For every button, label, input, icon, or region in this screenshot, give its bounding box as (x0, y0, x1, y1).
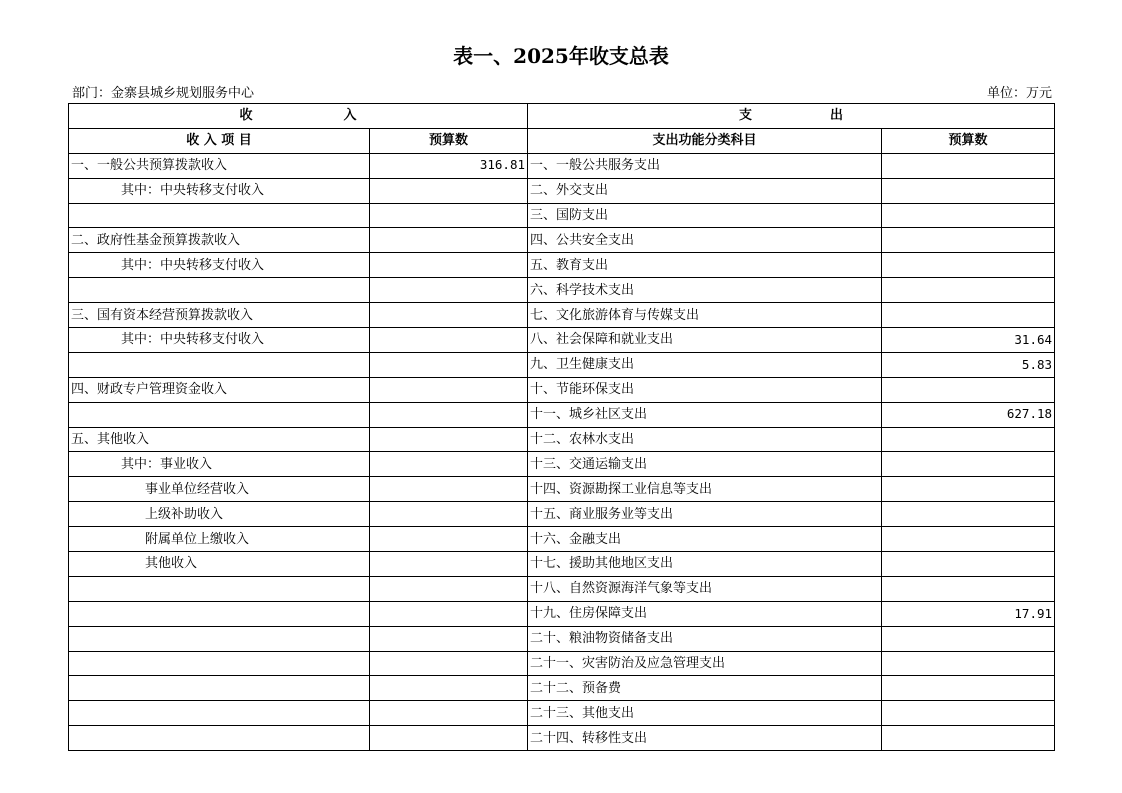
income-item-cell: 上级补助收入 (69, 502, 370, 527)
table-row (69, 402, 1055, 427)
table-row (69, 552, 1055, 577)
column-header-row (69, 128, 1055, 153)
income-item-cell (69, 676, 370, 701)
income-item-cell (69, 402, 370, 427)
expense-item-cell: 十五、商业服务业等支出 (528, 502, 882, 527)
expense-item-cell: 十八、自然资源海洋气象等支出 (528, 576, 882, 601)
income-item-cell: 二、政府性基金预算拨款收入 (69, 228, 370, 253)
income-value-cell (370, 303, 528, 328)
expense-value-cell (882, 377, 1055, 402)
table-row (69, 303, 1055, 328)
table-row (69, 228, 1055, 253)
expense-item-cell: 二十四、转移性支出 (528, 726, 882, 751)
income-value-cell: 316.81 (370, 153, 528, 178)
expense-item-cell: 十四、资源勘探工业信息等支出 (528, 477, 882, 502)
table-row (69, 203, 1055, 228)
expense-item-cell: 一、一般公共服务支出 (528, 153, 882, 178)
income-value-cell (370, 527, 528, 552)
budget-summary-table (68, 103, 1055, 751)
income-value-cell (370, 352, 528, 377)
expense-item-cell: 三、国防支出 (528, 203, 882, 228)
group-header-row (69, 104, 1055, 129)
expense-item-cell: 二十三、其他支出 (528, 701, 882, 726)
expense-value-cell: 17.91 (882, 601, 1055, 626)
income-item-cell: 事业单位经营收入 (69, 477, 370, 502)
department-label: 部门：金寨县城乡规划服务中心 (72, 86, 255, 101)
expense-item-cell: 十三、交通运输支出 (528, 452, 882, 477)
income-item-cell: 其他收入 (69, 552, 370, 577)
table-row (69, 377, 1055, 402)
expense-value-cell (882, 203, 1055, 228)
expense-item-cell: 二十一、灾害防治及应急管理支出 (528, 651, 882, 676)
expense-item-cell: 二十二、预备费 (528, 676, 882, 701)
income-value-cell (370, 427, 528, 452)
expense-value-cell (882, 278, 1055, 303)
income-group-header: 收 入 (69, 104, 528, 129)
income-item-cell (69, 726, 370, 751)
income-value-cell (370, 601, 528, 626)
income-item-cell (69, 278, 370, 303)
expense-value-cell (882, 676, 1055, 701)
income-item-cell: 三、国有资本经营预算拨款收入 (69, 303, 370, 328)
expense-item-cell: 十七、援助其他地区支出 (528, 552, 882, 577)
income-value-cell (370, 377, 528, 402)
income-value-cell (370, 726, 528, 751)
expense-value-cell (882, 153, 1055, 178)
income-item-cell (69, 601, 370, 626)
income-item-cell: 五、其他收入 (69, 427, 370, 452)
expense-value-cell (882, 576, 1055, 601)
expense-value-cell (882, 527, 1055, 552)
page-title: 表一、2025年收支总表 (453, 44, 669, 68)
expense-value-cell (882, 502, 1055, 527)
expense-item-header: 支出功能分类科目 (528, 128, 882, 153)
table-row (69, 502, 1055, 527)
expense-item-cell: 十六、金融支出 (528, 527, 882, 552)
table-row (69, 328, 1055, 353)
table-row (69, 701, 1055, 726)
expense-item-cell: 八、社会保障和就业支出 (528, 328, 882, 353)
unit-label: 单位：万元 (986, 86, 1052, 101)
income-value-cell (370, 178, 528, 203)
expense-item-cell: 十九、住房保障支出 (528, 601, 882, 626)
table-row (69, 477, 1055, 502)
table-row (69, 527, 1055, 552)
expense-value-cell (882, 477, 1055, 502)
table-row (69, 153, 1055, 178)
income-item-cell: 四、财政专户管理资金收入 (69, 377, 370, 402)
income-value-cell (370, 576, 528, 601)
expense-item-cell: 十一、城乡社区支出 (528, 402, 882, 427)
income-value-cell (370, 278, 528, 303)
table-row (69, 253, 1055, 278)
income-item-header: 收 入 项 目 (69, 128, 370, 153)
table-row (69, 626, 1055, 651)
income-item-cell: 其中：中央转移支付收入 (69, 253, 370, 278)
income-item-cell: 其中：中央转移支付收入 (69, 178, 370, 203)
expense-value-cell (882, 701, 1055, 726)
expense-item-cell: 十二、农林水支出 (528, 427, 882, 452)
expense-value-cell (882, 552, 1055, 577)
table-row (69, 452, 1055, 477)
expense-value-cell: 627.18 (882, 402, 1055, 427)
income-value-cell (370, 626, 528, 651)
expense-value-cell (882, 228, 1055, 253)
expense-group-header: 支 出 (528, 104, 1055, 129)
income-item-cell: 其中：事业收入 (69, 452, 370, 477)
table-row (69, 676, 1055, 701)
expense-value-cell: 31.64 (882, 328, 1055, 353)
table-row (69, 427, 1055, 452)
expense-item-cell: 九、卫生健康支出 (528, 352, 882, 377)
expense-item-cell: 十、节能环保支出 (528, 377, 882, 402)
expense-item-cell: 七、文化旅游体育与传媒支出 (528, 303, 882, 328)
income-value-cell (370, 651, 528, 676)
expense-budget-header: 预算数 (882, 128, 1055, 153)
expense-value-cell: 5.83 (882, 352, 1055, 377)
income-value-cell (370, 552, 528, 577)
expense-item-cell: 二、外交支出 (528, 178, 882, 203)
expense-value-cell (882, 178, 1055, 203)
expense-item-cell: 五、教育支出 (528, 253, 882, 278)
expense-value-cell (882, 303, 1055, 328)
income-item-cell (69, 626, 370, 651)
table-row (69, 726, 1055, 751)
expense-value-cell (882, 427, 1055, 452)
income-value-cell (370, 402, 528, 427)
table-row (69, 576, 1055, 601)
expense-value-cell (882, 626, 1055, 651)
income-item-cell: 附属单位上缴收入 (69, 527, 370, 552)
expense-value-cell (882, 651, 1055, 676)
expense-item-cell: 二十、粮油物资储备支出 (528, 626, 882, 651)
table-row (69, 278, 1055, 303)
income-item-cell (69, 701, 370, 726)
income-value-cell (370, 452, 528, 477)
income-value-cell (370, 502, 528, 527)
table-row (69, 178, 1055, 203)
expense-item-cell: 四、公共安全支出 (528, 228, 882, 253)
income-item-cell (69, 651, 370, 676)
income-value-cell (370, 253, 528, 278)
income-item-cell (69, 576, 370, 601)
income-value-cell (370, 228, 528, 253)
income-item-cell: 一、一般公共预算拨款收入 (69, 153, 370, 178)
table-row (69, 651, 1055, 676)
table-row (69, 601, 1055, 626)
expense-value-cell (882, 452, 1055, 477)
income-budget-header: 预算数 (370, 128, 528, 153)
income-value-cell (370, 676, 528, 701)
income-value-cell (370, 477, 528, 502)
income-value-cell (370, 203, 528, 228)
income-value-cell (370, 328, 528, 353)
expense-value-cell (882, 726, 1055, 751)
income-item-cell: 其中：中央转移支付收入 (69, 328, 370, 353)
income-item-cell (69, 352, 370, 377)
table-row (69, 352, 1055, 377)
income-item-cell (69, 203, 370, 228)
expense-value-cell (882, 253, 1055, 278)
income-value-cell (370, 701, 528, 726)
expense-item-cell: 六、科学技术支出 (528, 278, 882, 303)
